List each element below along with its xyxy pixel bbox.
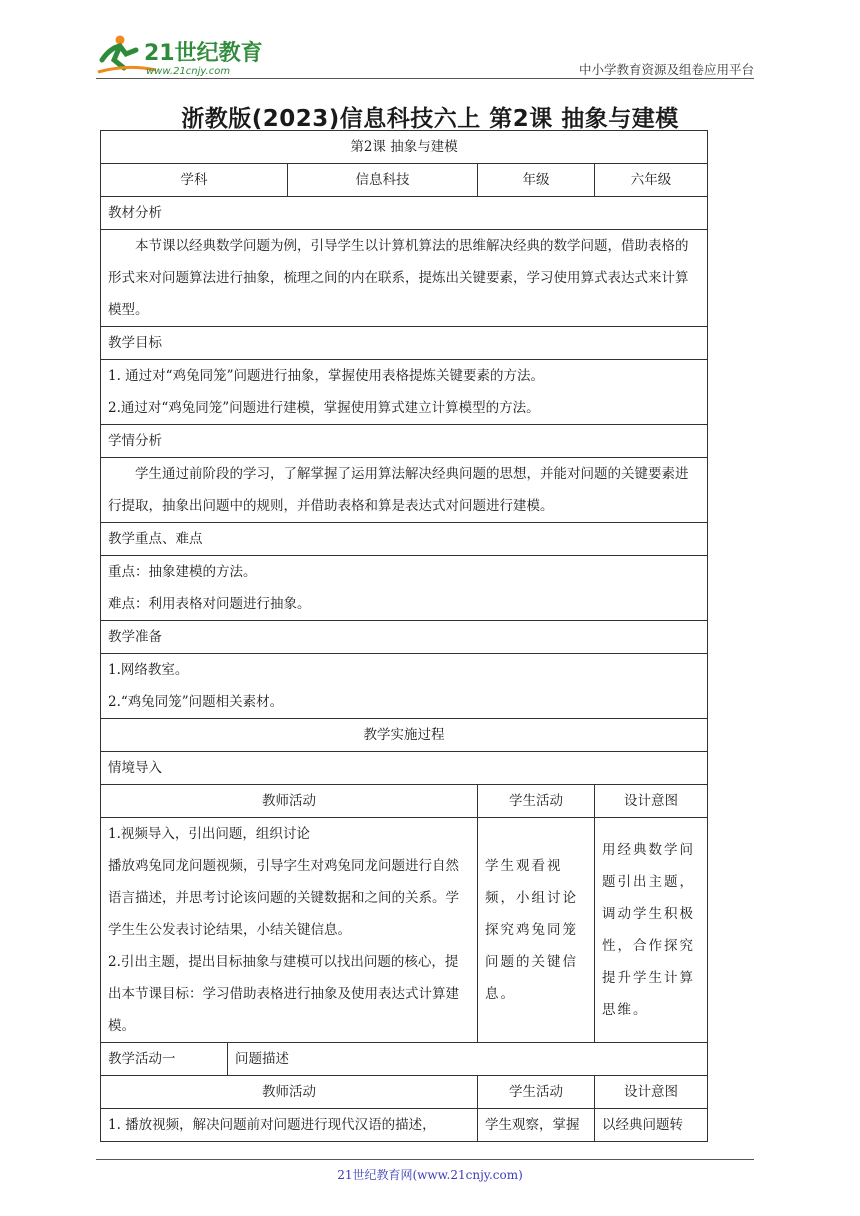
logo-text: 21世纪教育 <box>144 41 263 66</box>
preparation-list <box>101 654 708 719</box>
activity1-label: 教学活动一 <box>101 1043 228 1076</box>
textbook-analysis-text: 本节课以经典数学问题为例，引导学生以计算机算法的思维解决经典的数学问题，借助表格的形式来对问题算法进行抽象，梳理之间的内在联系，提炼出关键要素，学习使用算式表达式来计算模型。 <box>101 230 708 327</box>
subject-label: 学科 <box>101 164 288 197</box>
intro-student-activity: 学生观看视频，小组讨论探究鸡兔同笼问题的关键信息。 <box>478 818 595 1043</box>
teaching-goals-list <box>101 360 708 425</box>
site-logo <box>96 30 266 80</box>
teacher-activity-header: 教师活动 <box>101 785 478 818</box>
header-divider <box>96 78 754 79</box>
key-points-heading: 教学重点、难点 <box>101 523 708 556</box>
grade-label: 年级 <box>478 164 595 197</box>
subject-value: 信息科技 <box>288 164 478 197</box>
act1-design-intent: 以经典问题转 <box>595 1109 708 1142</box>
act1-student-activity: 学生观察，掌握 <box>478 1109 595 1142</box>
footer-divider <box>96 1159 754 1160</box>
prep-item: 2.“鸡兔同笼”问题相关素材。 <box>108 694 284 710</box>
goal-item: 1. 通过对“鸡兔同笼”问题进行抽象，掌握使用表格提炼关键要素的方法。 <box>108 368 544 384</box>
prep-item: 1.网络教室。 <box>108 662 189 678</box>
activity1-title: 问题描述 <box>228 1043 708 1076</box>
textbook-analysis-heading: 教材分析 <box>101 197 708 230</box>
learner-analysis-text: 学生通过前阶段的学习，了解掌握了运用算法解决经典问题的思想，并能对问题的关键要素进行提取，抽象出问题中的规则，并借助表格和算是表达式对问题进行建模。 <box>101 458 708 523</box>
footer-text: 21世纪教育网(www.21cnjy.com) <box>337 1168 523 1182</box>
grade-value: 六年级 <box>595 164 708 197</box>
intro-step: 2.引出主题，提出目标抽象与建模可以找出问题的核心，提出本节课目标：学习借助表格进行抽象及使用表达式计算建模。 <box>108 954 459 1034</box>
design-intent-header: 设计意图 <box>595 785 708 818</box>
teaching-goals-heading: 教学目标 <box>101 327 708 360</box>
teacher-activity-header: 教师活动 <box>101 1076 478 1109</box>
learner-analysis-heading: 学情分析 <box>101 425 708 458</box>
intro-step: 1.视频导入，引出问题，组织讨论 <box>108 826 310 842</box>
student-activity-header: 学生活动 <box>478 785 595 818</box>
act1-teacher-activity: 1. 播放视频，解决问题前对问题进行现代汉语的描述， <box>101 1109 478 1142</box>
preparation-heading: 教学准备 <box>101 621 708 654</box>
table-caption: 第2课 抽象与建模 <box>101 131 708 164</box>
logo-url: www.21cnjy.com <box>146 66 231 77</box>
intro-design-intent: 用经典数学问题引出主题，调动学生积极性，合作探究提升学生计算思维。 <box>595 818 708 1043</box>
key-point: 重点：抽象建模的方法。 <box>108 564 257 580</box>
goal-item: 2.通过对“鸡兔同笼”问题进行建模，掌握使用算式建立计算模型的方法。 <box>108 400 540 416</box>
lesson-plan-table <box>100 130 708 1142</box>
student-activity-header: 学生活动 <box>478 1076 595 1109</box>
intro-teacher-activity <box>101 818 478 1043</box>
intro-heading: 情境导入 <box>101 752 708 785</box>
intro-step: 播放鸡兔同龙问题视频，引导字生对鸡兔同龙问题进行自然语言描述，并思考讨论该问题的关键数据和之间的关系。学学生生公发表讨论结果，小结关键信息。 <box>108 858 459 938</box>
platform-name: 中小学教育资源及组卷应用平台 <box>578 62 754 77</box>
document-title: 浙教版(2023)信息科技六上 第2课 抽象与建模 <box>181 106 679 132</box>
design-intent-header: 设计意图 <box>595 1076 708 1109</box>
logo-runner-icon <box>96 30 266 80</box>
key-points-list <box>101 556 708 621</box>
process-heading: 教学实施过程 <box>101 719 708 752</box>
difficulty-point: 难点：利用表格对问题进行抽象。 <box>108 596 311 612</box>
